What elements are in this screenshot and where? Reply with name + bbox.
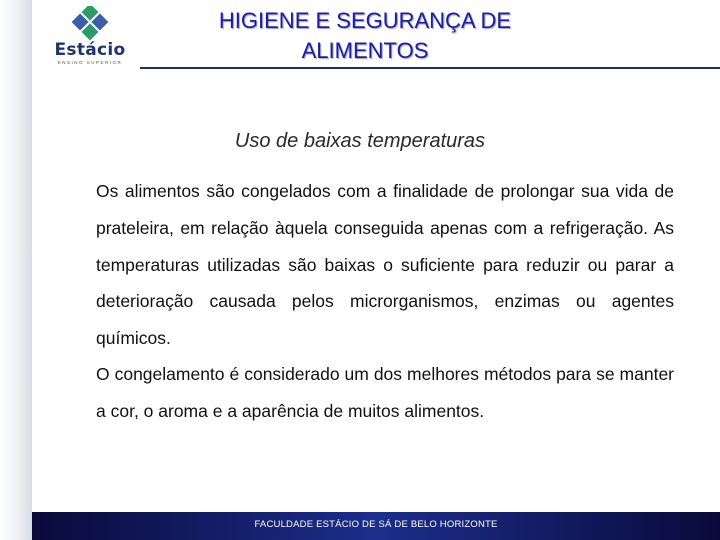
logo-emblem-icon: [44, 6, 136, 40]
footer-text: FACULDADE ESTÁCIO DE SÁ DE BELO HORIZONTE: [254, 519, 498, 530]
paragraph-freezing-purpose: Os alimentos são congelados com a finalidade de prolongar sua vida de prateleira, em relação àquela conseguida apenas com a refrigeração. As temperaturas utilizadas são baixas o suficiente para reduzir ou parar a deterioração causada pelos microrganismos, enzimas ou agentes químicos.: [96, 181, 674, 349]
logo-wordmark: Estácio: [54, 40, 126, 60]
title-divider: [140, 67, 720, 69]
logo-subtext: ENSINO SUPERIOR: [57, 60, 123, 65]
slide-title: HIGIENE E SEGURANÇA DE ALIMENTOS: [218, 8, 512, 63]
paragraph-freezing-quality: O congelamento é considerado um dos melhores métodos para se manter a cor, o aroma e a aparência de muitos alimentos.: [96, 364, 674, 421]
left-gradient-band: [0, 0, 32, 540]
slide-subtitle: Uso de baixas temperaturas: [234, 130, 486, 152]
estacio-logo: [44, 6, 136, 64]
